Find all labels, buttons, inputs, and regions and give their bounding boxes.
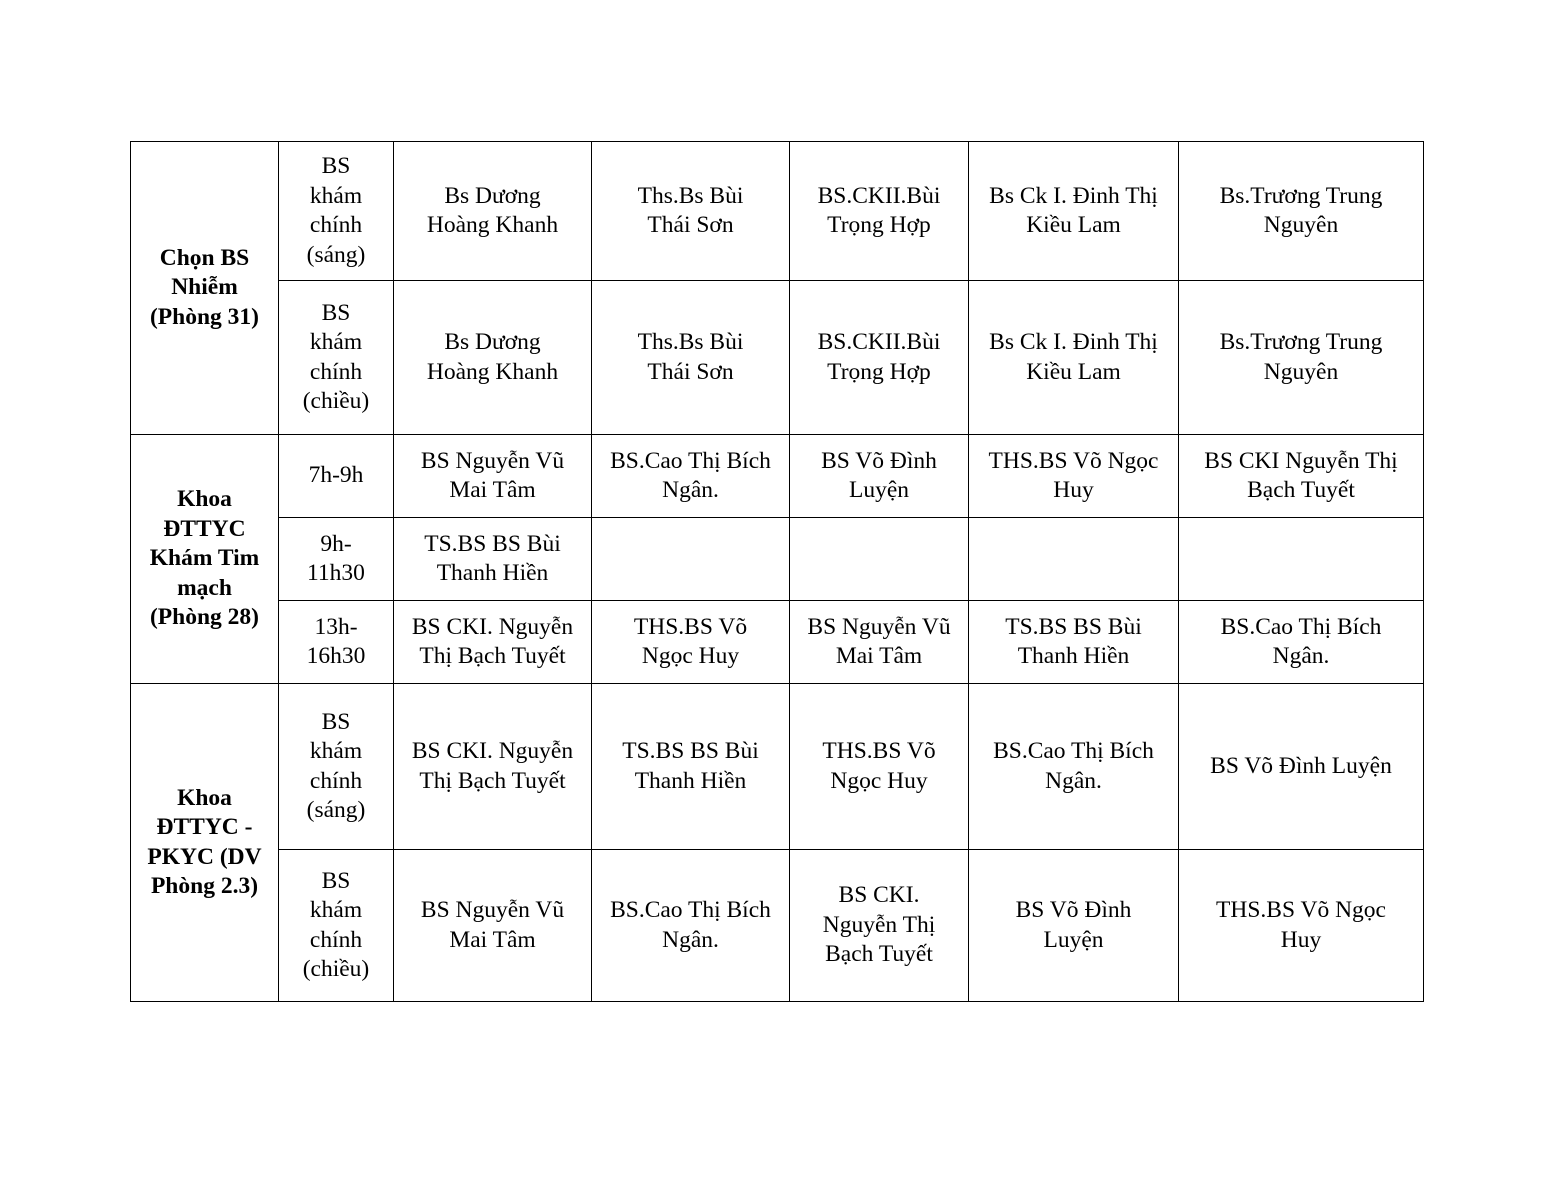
department-label: Khoa ĐTTYC - PKYC (DV Phòng 2.3)	[147, 784, 262, 899]
doctor-name: BS.Cao Thị Bích Ngân.	[610, 447, 771, 503]
department-label: Khoa ĐTTYC Khám Tim mạch (Phòng 28)	[149, 486, 260, 631]
doctor-cell	[394, 435, 592, 518]
doctor-cell	[969, 435, 1179, 518]
department-cell	[131, 684, 279, 1002]
doctor-cell	[969, 684, 1179, 850]
doctor-name: BS Võ Đình Luyện	[1015, 897, 1132, 953]
doctor-cell	[592, 601, 790, 684]
doctor-name: BS.Cao Thị Bích Ngân.	[993, 738, 1154, 794]
time-slot-cell	[279, 601, 394, 684]
doctor-cell	[790, 281, 969, 435]
doctor-cell	[592, 435, 790, 518]
doctor-name: BS Nguyễn Vũ Mai Tâm	[420, 897, 565, 953]
doctor-name: BS CKI Nguyễn Thị Bạch Tuyết	[1204, 447, 1398, 503]
table-row	[131, 518, 1424, 601]
doctor-cell	[969, 142, 1179, 281]
time-slot-label: 13h- 16h30	[306, 613, 366, 669]
schedule-table	[130, 141, 1424, 1002]
doctor-cell	[1179, 281, 1424, 435]
doctor-cell	[790, 850, 969, 1002]
doctor-name: BS Võ Đình Luyện	[821, 447, 937, 503]
doctor-name: TS.BS BS Bùi Thanh Hiền	[622, 738, 759, 794]
time-slot-label: BS khám chính (sáng)	[306, 153, 366, 268]
doctor-cell	[592, 142, 790, 281]
doctor-cell	[790, 601, 969, 684]
schedule-body	[131, 142, 1424, 1002]
time-slot-cell	[279, 435, 394, 518]
doctor-name: Bs Dương Hoàng Khanh	[426, 182, 559, 238]
doctor-cell	[394, 684, 592, 850]
table-row	[131, 601, 1424, 684]
doctor-cell	[592, 850, 790, 1002]
doctor-name: BS.CKII.Bùi Trọng Hợp	[817, 329, 941, 385]
doctor-cell	[790, 684, 969, 850]
doctor-cell	[394, 850, 592, 1002]
doctor-name: TS.BS BS Bùi Thanh Hiền	[1005, 613, 1142, 669]
time-slot-label: BS khám chính (chiều)	[302, 299, 370, 414]
doctor-name: BS CKI. Nguyễn Thị Bạch Tuyết	[411, 613, 574, 669]
doctor-cell	[592, 684, 790, 850]
doctor-cell	[1179, 435, 1424, 518]
doctor-name: THS.BS Võ Ngọc Huy	[633, 613, 748, 669]
doctor-cell	[1179, 601, 1424, 684]
doctor-cell	[1179, 142, 1424, 281]
doctor-name: BS.Cao Thị Bích Ngân.	[1220, 613, 1382, 669]
doctor-name: BS.Cao Thị Bích Ngân.	[610, 897, 771, 953]
time-slot-cell	[279, 850, 394, 1002]
doctor-name: BS CKI. Nguyễn Thị Bạch Tuyết	[822, 882, 936, 968]
doctor-name: Bs Ck I. Đinh Thị Kiều Lam	[989, 329, 1158, 385]
doctor-name: BS Nguyễn Vũ Mai Tâm	[420, 447, 565, 503]
doctor-cell	[790, 435, 969, 518]
doctor-cell	[969, 518, 1179, 601]
doctor-cell	[969, 601, 1179, 684]
doctor-cell	[790, 142, 969, 281]
doctor-name: THS.BS Võ Ngọc Huy	[822, 738, 936, 794]
doctor-cell	[969, 281, 1179, 435]
table-row	[131, 142, 1424, 281]
doctor-cell	[394, 281, 592, 435]
table-row	[131, 435, 1424, 518]
doctor-name: Ths.Bs Bùi Thái Sơn	[637, 182, 744, 238]
doctor-cell	[394, 518, 592, 601]
doctor-name: Ths.Bs Bùi Thái Sơn	[637, 329, 744, 385]
table-row	[131, 684, 1424, 850]
time-slot-cell	[279, 518, 394, 601]
doctor-name: TS.BS BS Bùi Thanh Hiền	[424, 530, 561, 586]
doctor-cell	[394, 142, 592, 281]
table-row	[131, 281, 1424, 435]
doctor-name: BS Nguyễn Vũ Mai Tâm	[807, 613, 951, 669]
department-cell	[131, 435, 279, 684]
doctor-cell	[394, 601, 592, 684]
time-slot-cell	[279, 281, 394, 435]
doctor-name: THS.BS Võ Ngọc Huy	[988, 447, 1159, 503]
time-slot-label: BS khám chính (sáng)	[306, 708, 366, 823]
department-label: Chọn BS Nhiễm (Phòng 31)	[149, 244, 260, 330]
department-cell	[131, 142, 279, 435]
doctor-cell	[592, 518, 790, 601]
doctor-cell	[1179, 684, 1424, 850]
doctor-name: Bs.Trương Trung Nguyên	[1219, 329, 1383, 385]
time-slot-label: 9h- 11h30	[307, 530, 365, 586]
doctor-cell	[969, 850, 1179, 1002]
doctor-name: BS Võ Đình Luyện	[1210, 752, 1392, 779]
doctor-cell	[790, 518, 969, 601]
doctor-cell	[1179, 850, 1424, 1002]
doctor-cell	[1179, 518, 1424, 601]
time-slot-label: BS khám chính (chiều)	[302, 867, 370, 982]
time-slot-cell	[279, 142, 394, 281]
doctor-name: THS.BS Võ Ngọc Huy	[1216, 897, 1386, 953]
doctor-name: Bs Dương Hoàng Khanh	[426, 329, 559, 385]
table-row	[131, 850, 1424, 1002]
time-slot-label: 7h-9h	[308, 462, 364, 489]
doctor-cell	[592, 281, 790, 435]
doctor-name: Bs Ck I. Đinh Thị Kiều Lam	[989, 182, 1158, 238]
doctor-name: BS.CKII.Bùi Trọng Hợp	[817, 182, 941, 238]
doctor-name: BS CKI. Nguyễn Thị Bạch Tuyết	[411, 738, 574, 794]
doctor-name: Bs.Trương Trung Nguyên	[1219, 182, 1383, 238]
time-slot-cell	[279, 684, 394, 850]
